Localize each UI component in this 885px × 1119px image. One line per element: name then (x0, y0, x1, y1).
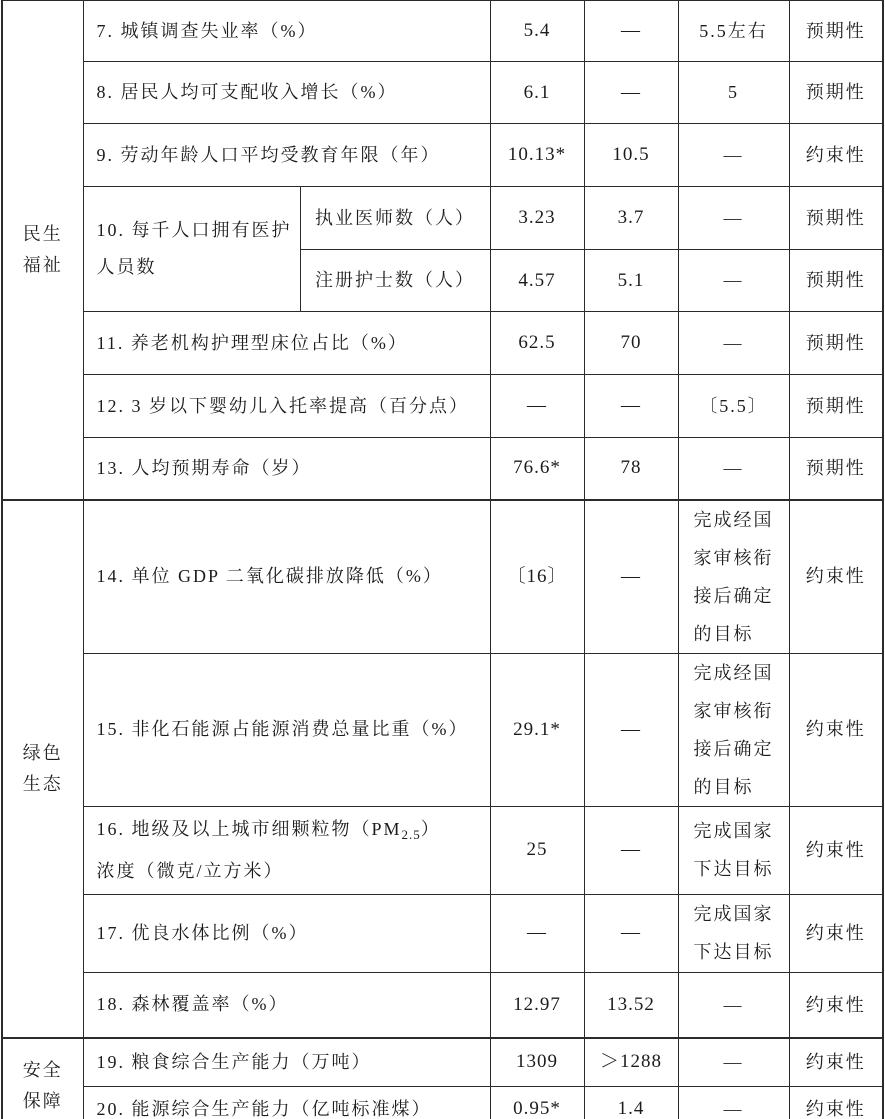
value-cell-c (678, 894, 789, 972)
table-row (2, 124, 883, 187)
attribute-cell: 约束性 (789, 894, 883, 972)
category-label: 安全保障 (22, 1059, 63, 1111)
sub-indicator-cell: 注册护士数（人） (300, 250, 490, 312)
value-cell-b: — (584, 62, 678, 124)
indicator-cell: 19. 粮食综合生产能力（万吨） (83, 1038, 490, 1086)
value-cell-a: 0.95* (490, 1086, 584, 1119)
value-cell-a: 5.4 (490, 1, 584, 62)
value-cell-b: 70 (584, 312, 678, 375)
attribute-cell: 预期性 (789, 438, 883, 500)
indicator-cell: 14. 单位 GDP 二氧化碳排放降低（%） (83, 500, 490, 654)
value-cell-b: ＞1288 (584, 1038, 678, 1086)
attribute-cell: 预期性 (789, 375, 883, 438)
table-row (2, 187, 883, 250)
indicator-cell: 17. 优良水体比例（%） (83, 894, 490, 972)
value-cell-b: — (584, 500, 678, 654)
indicator-text: ） (420, 818, 441, 839)
value-cell-b: — (584, 653, 678, 806)
target-text: 完成国家下达目标 (693, 821, 774, 879)
value-cell-b: 78 (584, 438, 678, 500)
table-row (2, 1038, 883, 1086)
attribute-cell: 约束性 (789, 1086, 883, 1119)
value-cell-a: 3.23 (490, 187, 584, 250)
value-cell-c: — (678, 187, 789, 250)
attribute-cell: 约束性 (789, 500, 883, 654)
table-row (2, 312, 883, 375)
attribute-cell: 约束性 (789, 972, 883, 1038)
value-cell-c: — (678, 1038, 789, 1086)
attribute-cell: 约束性 (789, 653, 883, 806)
category-label: 民生福祉 (22, 223, 63, 275)
table-row (2, 1086, 883, 1119)
attribute-cell: 约束性 (789, 806, 883, 894)
value-cell-b: — (584, 806, 678, 894)
attribute-cell: 约束性 (789, 124, 883, 187)
indicator-cell: 20. 能源综合生产能力（亿吨标准煤） (83, 1086, 490, 1119)
value-cell-b: — (584, 375, 678, 438)
indicator-cell: 8. 居民人均可支配收入增长（%） (83, 62, 490, 124)
table-row (2, 806, 883, 894)
attribute-cell: 预期性 (789, 62, 883, 124)
indicator-cell (83, 806, 490, 894)
value-cell-c: 5 (678, 62, 789, 124)
value-cell-b: — (584, 1, 678, 62)
value-cell-a: 4.57 (490, 250, 584, 312)
value-cell-c: 〔5.5〕 (678, 375, 789, 438)
value-cell-c: 5.5左右 (678, 1, 789, 62)
indicator-cell: 18. 森林覆盖率（%） (83, 972, 490, 1038)
target-text: 完成国家下达目标 (693, 904, 774, 962)
value-cell-a: 1309 (490, 1038, 584, 1086)
value-cell-c (678, 500, 789, 654)
value-cell-b: 10.5 (584, 124, 678, 187)
indicators-table (1, 0, 884, 1119)
category-cell-anquan (2, 1038, 83, 1119)
value-cell-c: — (678, 124, 789, 187)
value-cell-c: — (678, 312, 789, 375)
indicator-cell: 12. 3 岁以下婴幼儿入托率提高（百分点） (83, 375, 490, 438)
value-cell-c: — (678, 972, 789, 1038)
value-cell-c (678, 653, 789, 806)
value-cell-a: 76.6* (490, 438, 584, 500)
table-row (2, 894, 883, 972)
value-cell-a: 25 (490, 806, 584, 894)
value-cell-a: 12.97 (490, 972, 584, 1038)
category-cell-minsheng (2, 1, 83, 500)
indicator-cell: 11. 养老机构护理型床位占比（%） (83, 312, 490, 375)
indicator-cell: 9. 劳动年龄人口平均受教育年限（年） (83, 124, 490, 187)
value-cell-c: — (678, 250, 789, 312)
attribute-cell: 预期性 (789, 187, 883, 250)
indicator-text: 16. 地级及以上城市细颗粒物（PM (96, 818, 402, 839)
table-row (2, 972, 883, 1038)
table-row (2, 653, 883, 806)
value-cell-c: — (678, 438, 789, 500)
indicator-cell: 7. 城镇调查失业率（%） (83, 1, 490, 62)
category-label: 绿色生态 (22, 742, 63, 794)
table-row (2, 375, 883, 438)
value-cell-b: 3.7 (584, 187, 678, 250)
value-cell-b: 13.52 (584, 972, 678, 1038)
value-cell-a: 〔16〕 (490, 500, 584, 654)
value-cell-b: 1.4 (584, 1086, 678, 1119)
pm25-subscript: 2.5 (401, 826, 421, 842)
target-text: 完成经国家审核衔接后确定的目标 (693, 509, 774, 644)
table-row (2, 1, 883, 62)
value-cell-c: — (678, 1086, 789, 1119)
sub-indicator-cell: 执业医师数（人） (300, 187, 490, 250)
category-cell-lvse (2, 500, 83, 1039)
table-row (2, 500, 883, 654)
indicator-text-line2: 浓度（微克/立方米） (96, 860, 284, 881)
value-cell-b: — (584, 894, 678, 972)
value-cell-a: — (490, 375, 584, 438)
attribute-cell: 预期性 (789, 312, 883, 375)
value-cell-b: 5.1 (584, 250, 678, 312)
table-row (2, 438, 883, 500)
attribute-cell: 预期性 (789, 1, 883, 62)
indicator-cell-main: 10. 每千人口拥有医护人员数 (83, 187, 300, 312)
target-text: 完成经国家审核衔接后确定的目标 (693, 662, 774, 797)
value-cell-a: 29.1* (490, 653, 584, 806)
value-cell-c (678, 806, 789, 894)
value-cell-a: 10.13* (490, 124, 584, 187)
attribute-cell: 预期性 (789, 250, 883, 312)
value-cell-a: 62.5 (490, 312, 584, 375)
value-cell-a: — (490, 894, 584, 972)
attribute-cell: 约束性 (789, 1038, 883, 1086)
value-cell-a: 6.1 (490, 62, 584, 124)
indicator-cell: 15. 非化石能源占能源消费总量比重（%） (83, 653, 490, 806)
indicator-cell: 13. 人均预期寿命（岁） (83, 438, 490, 500)
table-row (2, 62, 883, 124)
